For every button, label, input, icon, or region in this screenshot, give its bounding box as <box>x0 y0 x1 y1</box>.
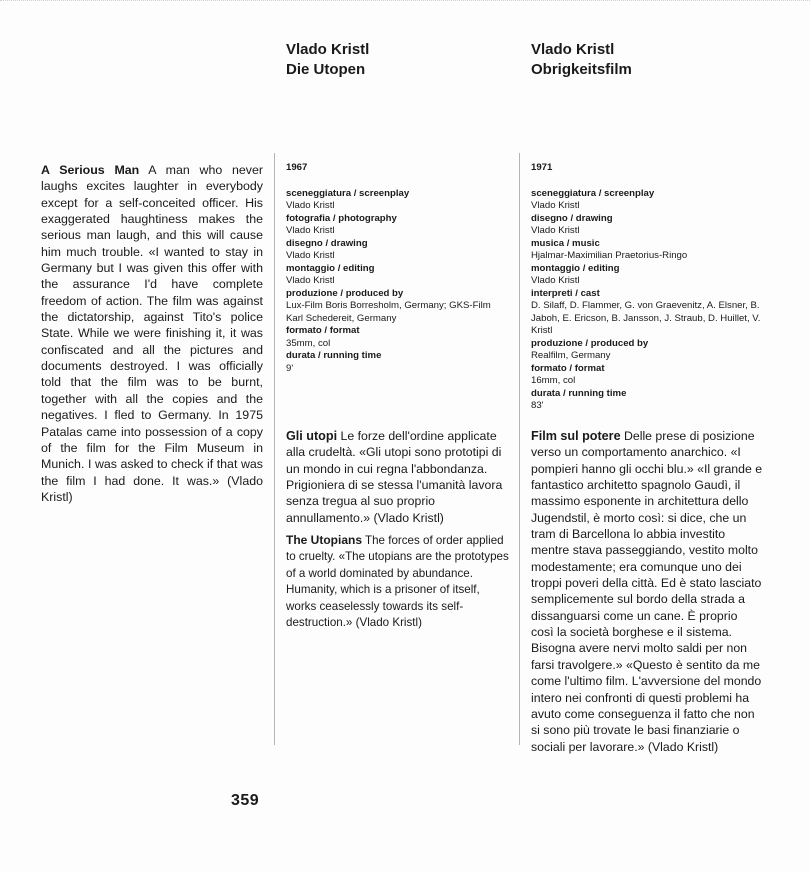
film-title: Die Utopen <box>286 61 366 78</box>
credit-label: interpreti / cast <box>531 287 600 299</box>
credit-label: musica / music <box>531 237 600 249</box>
synopsis-body: Le forze dell'ordine applicate alla crudeltà. «Gli utopi sono prototipi di un mondo in cui regna l'abbondanza. Prigioniera di se stessa l'umanità lavora senza tregua al suo proprio annullamento.» (Vlado Kristl) <box>286 429 503 525</box>
credit-entry <box>286 238 510 263</box>
credit-label: produzione / produced by <box>286 287 404 299</box>
credit-entry <box>531 263 763 288</box>
director-name: Vlado Kristl <box>286 41 370 58</box>
film-year: 1967 <box>286 162 308 173</box>
credit-value: Vlado Kristl <box>531 275 580 286</box>
film-year: 1971 <box>531 162 553 173</box>
credit-label: disegno / drawing <box>286 237 368 249</box>
credit-label: produzione / produced by <box>531 337 649 349</box>
synopsis-paragraph <box>531 428 763 755</box>
credit-label: disegno / drawing <box>531 212 613 224</box>
credit-entry <box>286 288 510 326</box>
credit-entry <box>531 238 763 263</box>
credit-label: sceneggiatura / screenplay <box>531 187 655 199</box>
italian-synopsis-obrigkeitsfilm <box>531 428 763 755</box>
credit-entry <box>286 188 510 213</box>
credit-entry <box>286 325 510 350</box>
credit-label: formato / format <box>286 325 360 336</box>
credit-entry <box>531 388 763 413</box>
credit-entry <box>286 213 510 238</box>
credit-entry <box>286 263 510 288</box>
credit-label: sceneggiatura / screenplay <box>286 187 410 199</box>
credit-entry <box>531 363 763 388</box>
credit-value: D. Silaff, D. Flammer, G. von Graevenitz, A. Elsner, B. Jaboh, E. Ericson, B. Jansson, J. Straub, D. Huillet, V. Kristl <box>531 300 761 336</box>
credit-value: Vlado Kristl <box>286 200 335 211</box>
credit-label: durata / running time <box>286 350 382 361</box>
film-header-die-utopen <box>286 40 526 80</box>
film-title: Obrigkeitsfilm <box>531 61 632 78</box>
italian-synopsis-die-utopen <box>286 428 512 526</box>
credit-entry <box>286 350 510 375</box>
synopsis-body: Delle prese di posizione verso un comportamento anarchico. «I pompieri hanno gli occhi blu.» «Il grande e fantastico architetto spagnolo Gaudì, il massimo esponente in architettura dello Jugendstil, è morto così: si dice, che un tram di Barcellona lo abbia investito mentre stava passeggiando, vestito molto modestamente; era comunque uno dei troppi poveri della città. Ed è stato lasciato semplicemente sul bordo della strada a dissanguarsi come un cane. È proprio così la società borghese e il sistema. Bisogna avere nervi molto saldi per non farsi travolgere.» «Questo è sentito da me come l'ultimo film. L'avversione del mondo intero nei confronti di questi problemi ha avuto come conseguenza il fatto che non si sono più trovate le basi finanziarie o sociali per lavorare.» (Vlado Kristl) <box>531 429 763 754</box>
credits-obrigkeitsfilm <box>531 162 763 413</box>
credit-value: 35mm, col <box>286 337 331 349</box>
credit-value: Lux-Film Boris Borresholm, Germany; GKS-Film Karl Schedereit, Germany <box>286 300 491 324</box>
synopsis-lead: Gli utopi <box>286 429 338 443</box>
synopsis-paragraph <box>286 428 512 526</box>
credit-value: Vlado Kristl <box>531 225 580 236</box>
credit-entry <box>531 188 763 213</box>
film-header-obrigkeitsfilm <box>531 40 771 80</box>
synopsis-lead: The Utopians <box>286 533 363 547</box>
credit-entry <box>531 288 763 338</box>
credit-label: durata / running time <box>531 387 627 399</box>
synopsis-body: A man who never laughs excites laughter in everybody except for a self-conceited officer. His exaggerated haughtiness makes the serious man laugh, and this will cause him much trouble. «I wanted to stay in Germany but I was given this offer with the assurance I'd have complete freedom of action. The film was against the dictatorship, against Tito's police State. While we were finishing it, it was confiscated and all the pictures and documents destroyed. I was officially told that the film was to be burnt, together with all the copies and the negatives. I fled to Germany. In 1975 Patalas came into possession of a copy of the film for the Film Museum in Munich. I was asked to check if that was the film I had done. It was.» (Vlado Kristl) <box>41 163 263 504</box>
credit-value: Realfilm, Germany <box>531 350 611 361</box>
credit-value: 83' <box>531 400 544 411</box>
credit-value: Vlado Kristl <box>286 250 335 261</box>
credit-label: montaggio / editing <box>531 262 620 274</box>
english-synopsis-die-utopen <box>286 532 512 631</box>
synopsis-lead: A Serious Man <box>41 163 140 177</box>
synopsis-paragraph <box>286 532 512 631</box>
synopsis-lead: Film sul potere <box>531 429 621 443</box>
column-divider <box>274 153 275 745</box>
synopsis-body: The forces of order applied to cruelty. «The utopians are the prototypes of a world dominated by abundance. Humanity, which is a prisoner of itself, works ceaselessly towards its self-destruction.» (Vlado Kristl) <box>286 534 509 630</box>
column-divider <box>519 153 520 745</box>
credit-entry <box>531 213 763 238</box>
director-name: Vlado Kristl <box>531 41 615 58</box>
credit-value: Vlado Kristl <box>286 225 335 236</box>
credits-die-utopen <box>286 162 510 375</box>
credit-value: 9' <box>286 362 294 374</box>
credit-label: fotografia / photography <box>286 212 397 224</box>
credit-value: Hjalmar-Maximilian Praetorius-Ringo <box>531 250 688 261</box>
credit-value: Vlado Kristl <box>531 200 580 211</box>
credit-label: montaggio / editing <box>286 262 375 274</box>
left-column-synopsis <box>41 162 263 505</box>
credit-value: 16mm, col <box>531 375 576 386</box>
credit-entry <box>531 338 763 363</box>
page-number: 359 <box>231 792 260 809</box>
credit-value: Vlado Kristl <box>286 275 335 286</box>
credit-label: formato / format <box>531 362 605 374</box>
top-dotted-rule <box>0 0 810 1</box>
synopsis-paragraph <box>41 162 263 505</box>
